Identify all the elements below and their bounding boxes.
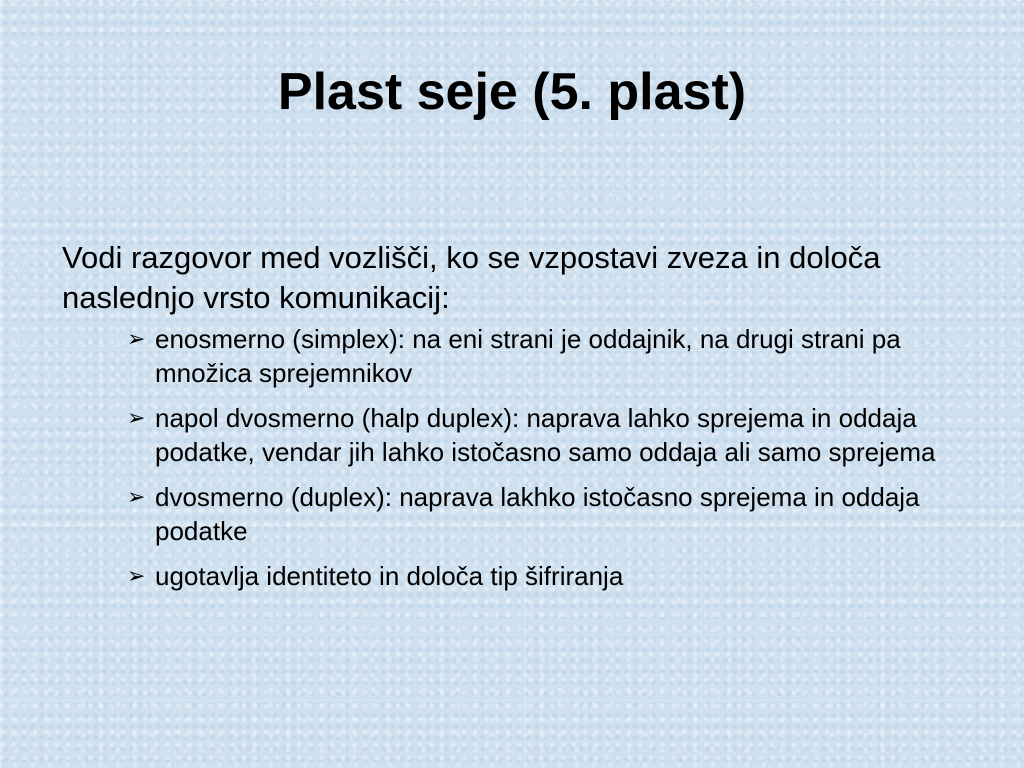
bullet-text: enosmerno (simplex): na eni strani je oddajnik, na drugi strani pa množica sprejemnikov: [155, 324, 901, 388]
bullet-item: [127, 559, 962, 593]
arrow-bullet-icon: ➢: [127, 484, 146, 509]
arrow-bullet-icon: ➢: [127, 326, 146, 351]
arrow-bullet-icon: ➢: [127, 563, 146, 588]
bullet-item: [127, 401, 962, 469]
bullet-text: dvosmerno (duplex): naprava lakhko istočasno sprejema in oddaja podatke: [155, 482, 920, 546]
slide-title: Plast seje (5. plast): [277, 63, 747, 121]
bullet-item: [127, 480, 962, 548]
arrow-bullet-icon: ➢: [127, 405, 146, 430]
slide-content: [62, 238, 962, 604]
intro-text: Vodi razgovor med vozlišči, ko se vzpostavi zveza in določa naslednjo vrsto komunikacij:: [62, 240, 881, 315]
bullet-item: [127, 322, 962, 390]
bullet-text: ugotavlja identiteto in določa tip šifriranja: [155, 561, 624, 591]
bullet-text: napol dvosmerno (halp duplex): naprava lahko sprejema in oddaja podatke, vendar jih lahko istočasno samo oddaja ali samo sprejema: [155, 403, 936, 467]
bullet-list: [62, 322, 962, 593]
